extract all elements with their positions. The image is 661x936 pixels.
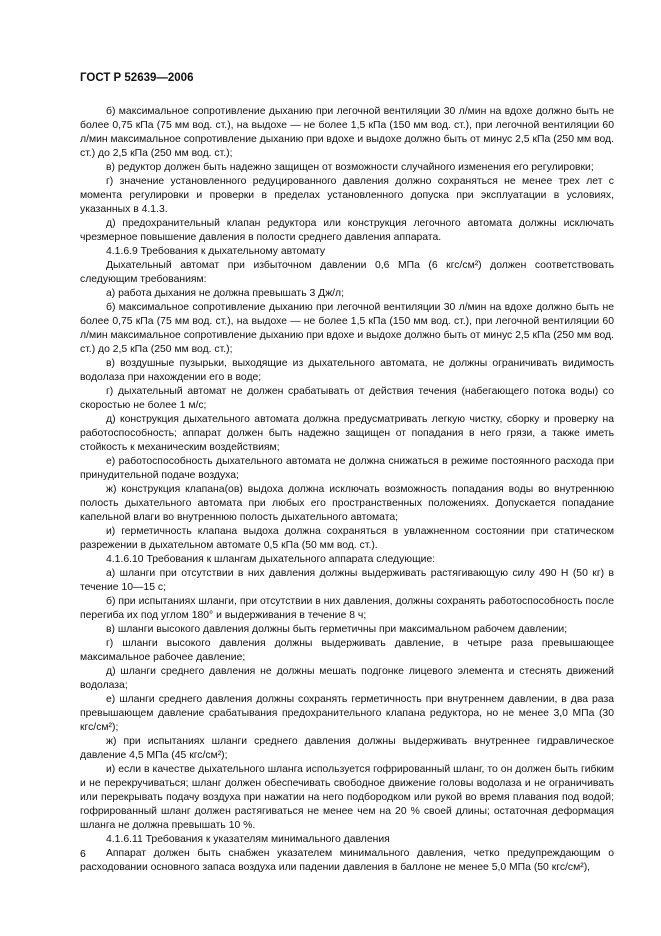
document-body	[80, 105, 614, 875]
standard-header: ГОСТ Р 52639—2006	[80, 72, 194, 84]
paragraph: 4.1.6.9 Требования к дыхательному автомату	[106, 246, 326, 257]
paragraph: ж) при испытаниях шланги среднего давления должны выдерживать внутреннее гидравлическое давление 4,5 МПа (45 кгс/см²);	[80, 736, 614, 761]
paragraph: Дыхательный автомат при избыточном давлении 0,6 МПа (6 кгс/см²) должен соответствовать следующим требованиям:	[80, 260, 614, 285]
paragraph: б) максимальное сопротивление дыханию при легочной вентиляции 30 л/мин на вдохе должно быть не более 0,75 кПа (75 мм вод. ст.), на выдохе — не более 1,5 кПа (150 мм вод. ст.), при легочной вентиляции 60 л/мин максимальное сопротивление дыханию при вдохе и выдохе должно быть от минус 2,5 кПа (250 мм вод. ст.) до 2,5 кПа (250 мм вод. ст.);	[80, 106, 614, 159]
paragraph: д) шланги среднего давления не должны мешать подгонке лицевого элемента и стеснять движений водолаза;	[80, 666, 614, 691]
paragraph: 4.1.6.11 Требования к указателям минимального давления	[106, 834, 390, 845]
paragraph: и) если в качестве дыхательного шланга используется гофрированный шланг, то он должен быть гибким и не перекручиваться; шланг должен обеспечивать свободное движение головы водолаза и не ограничивать или перекрывать подачу воздуха при нажатии на него подбородком или рукой во время плавания под водой; гофрированный шланг должен растягиваться не менее чем на 20 % своей длины; остаточная деформация шланга не должна превышать 10 %.	[80, 764, 614, 831]
paragraph: г) значение установленного редуцированного давления должно сохраняться не менее трех лет с момента регулировки и проверки в пределах установленного допуска при эксплуатации в условиях, указанных в 4.1.3.	[80, 176, 614, 215]
page-number: 6	[80, 849, 86, 860]
paragraph: г) дыхательный автомат не должен срабатывать от действия течения (набегающего потока воды) со скоростью не более 1 м/с;	[80, 386, 614, 411]
paragraph: в) редуктор должен быть надежно защищен от возможности случайного изменения его регулировки;	[106, 162, 594, 173]
paragraph: Аппарат должен быть снабжен указателем минимального давления, четко предупреждающим о расходовании основного запаса воздуха или падении давления в баллоне не менее 5,0 МПа (50 кгс/см²),	[80, 848, 614, 873]
paragraph: ж) конструкция клапана(ов) выдоха должна исключать возможность попадания воды во внутреннюю полость дыхательного автомата при любых его пространственных положениях. Допускается попадание капельной влаги во внутреннюю полость дыхательного автомата;	[80, 484, 614, 523]
paragraph: а) шланги при отсутствии в них давления должны выдерживать растягивающую силу 490 Н (50 кг) в течение 10—15 с;	[80, 568, 614, 593]
paragraph: 4.1.6.10 Требования к шлангам дыхательного аппарата следующие:	[106, 554, 436, 565]
paragraph: д) конструкция дыхательного автомата должна предусматривать легкую чистку, сборку и проверку на работоспособность; аппарат должен быть надежно защищен от попадания в него грязи, а также иметь стойкость к механическим воздействиям;	[80, 414, 614, 453]
paragraph: г) шланги высокого давления должны выдерживать давление, в четыре раза превышающее максимальное рабочее давление;	[80, 638, 614, 663]
paragraph: а) работа дыхания не должна превышать 3 Дж/л;	[106, 288, 344, 299]
paragraph: е) работоспособность дыхательного автомата не должна снижаться в режиме постоянного расхода при принудительной подаче воздуха;	[80, 456, 614, 481]
paragraph: и) герметичность клапана выдоха должна сохраняться в увлажненном состоянии при статическом разрежении в дыхательном автомате 0,5 кПа (50 мм вод. ст.).	[80, 526, 614, 551]
paragraph: б) максимальное сопротивление дыханию при легочной вентиляции 30 л/мин на вдохе должно быть не более 0,75 кПа (75 мм вод. ст.), на выдохе — не более 1,5 кПа (150 мм вод. ст.), при легочной вентиляции 60 л/мин максимальное сопротивление дыханию при вдохе и выдохе должно быть от минус 2,5 кПа (250 мм вод. ст.) до 2,5 кПа (250 мм вод. ст.);	[80, 302, 614, 355]
paragraph: е) шланги среднего давления должны сохранять герметичность при внутреннем давлении, в два раза превышающем давление срабатывания предохранительного клапана редуктора, но не менее 3,0 МПа (30 кгс/см²);	[80, 694, 614, 733]
paragraph: д) предохранительный клапан редуктора или конструкция легочного автомата должны исключать чрезмерное повышение давления в полости среднего давления аппарата.	[80, 218, 614, 243]
paragraph: в) воздушные пузырьки, выходящие из дыхательного автомата, не должны ограничивать видимость водолаза при нахождении его в воде;	[80, 358, 614, 383]
paragraph: б) при испытаниях шланги, при отсутствии в них давления, должны сохранять работоспособность после перегиба их под углом 180° и выдерживания в течение 8 ч;	[80, 596, 614, 621]
paragraph: в) шланги высокого давления должны быть герметичны при максимальном рабочем давлении;	[106, 624, 568, 635]
